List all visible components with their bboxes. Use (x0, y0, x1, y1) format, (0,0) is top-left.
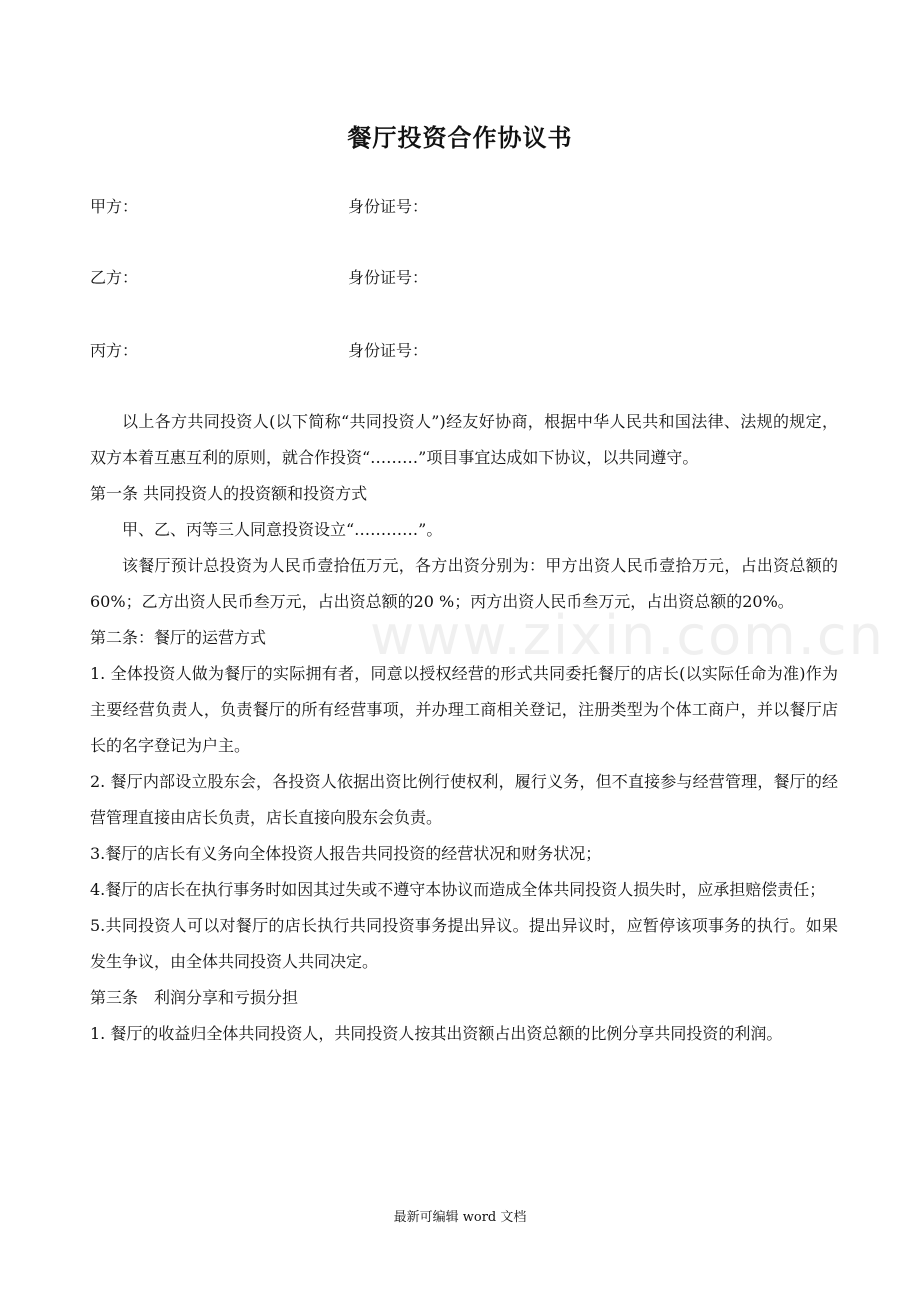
party-label: 乙方： (90, 268, 139, 287)
article-heading: 第二条：餐厅的运营方式 (90, 628, 267, 647)
article-heading: 第一条 共同投资人的投资额和投资方式 (90, 484, 368, 503)
agreement-body (90, 404, 838, 1052)
id-number-label: 身份证号： (348, 341, 429, 360)
clause-item: 5.共同投资人可以对餐厅的店长执行共同投资事务提出异议。提出异议时，应暂停该项事务的执行。如果发生争议，由全体共同投资人共同决定。 (90, 916, 838, 971)
document-title: 餐厅投资合作协议书 (347, 123, 573, 152)
paragraph: 甲、乙、丙等三人同意投资设立“…………”。 (122, 520, 443, 539)
intro-paragraph: 以上各方共同投资人(以下简称“共同投资人”)经友好协商，根据中华人民共和国法律、法规的规定，双方本着互惠互利的原则，就合作投资“………”项目事宜达成如下协议，以共同遵守。 (90, 412, 838, 467)
id-number-label: 身份证号： (348, 197, 429, 216)
id-number-label: 身份证号： (348, 268, 429, 287)
page-footer: 最新可编辑 word 文档 (393, 1210, 527, 1225)
party-row-jia (90, 194, 850, 222)
clause-item: 4.餐厅的店长在执行事务时如因其过失或不遵守本协议而造成全体共同投资人损失时，应承担赔偿责任； (90, 880, 826, 899)
watermark: www.zixin.com.cn (370, 604, 885, 667)
party-row-yi (90, 265, 850, 293)
party-label: 丙方： (90, 341, 139, 360)
party-label: 甲方： (90, 197, 139, 216)
clause-item: 1. 餐厅的收益归全体共同投资人，共同投资人按其出资额占出资总额的比例分享共同投资的利润。 (90, 1024, 783, 1043)
article-heading: 第三条 利润分享和亏损分担 (90, 988, 299, 1007)
clause-item: 1. 全体投资人做为餐厅的实际拥有者，同意以授权经营的形式共同委托餐厅的店长(以实际任命为准)作为主要经营负责人，负责餐厅的所有经营事项，并办理工商相关登记，注册类型为个体工商户，并以餐厅店长的名字登记为户主。 (90, 664, 838, 755)
clause-item: 2. 餐厅内部设立股东会，各投资人依据出资比例行使权利，履行义务，但不直接参与经营管理，餐厅的经营管理直接由店长负责，店长直接向股东会负责。 (90, 772, 838, 827)
clause-item: 3.餐厅的店长有义务向全体投资人报告共同投资的经营状况和财务状况； (90, 844, 602, 863)
party-row-bing (90, 338, 850, 366)
paragraph: 该餐厅预计总投资为人民币壹拾伍万元，各方出资分别为：甲方出资人民币壹拾万元，占出资总额的60%；乙方出资人民币叁万元，占出资总额的20 %；丙方出资人民币叁万元，占出资总额的20%。 (90, 556, 838, 611)
